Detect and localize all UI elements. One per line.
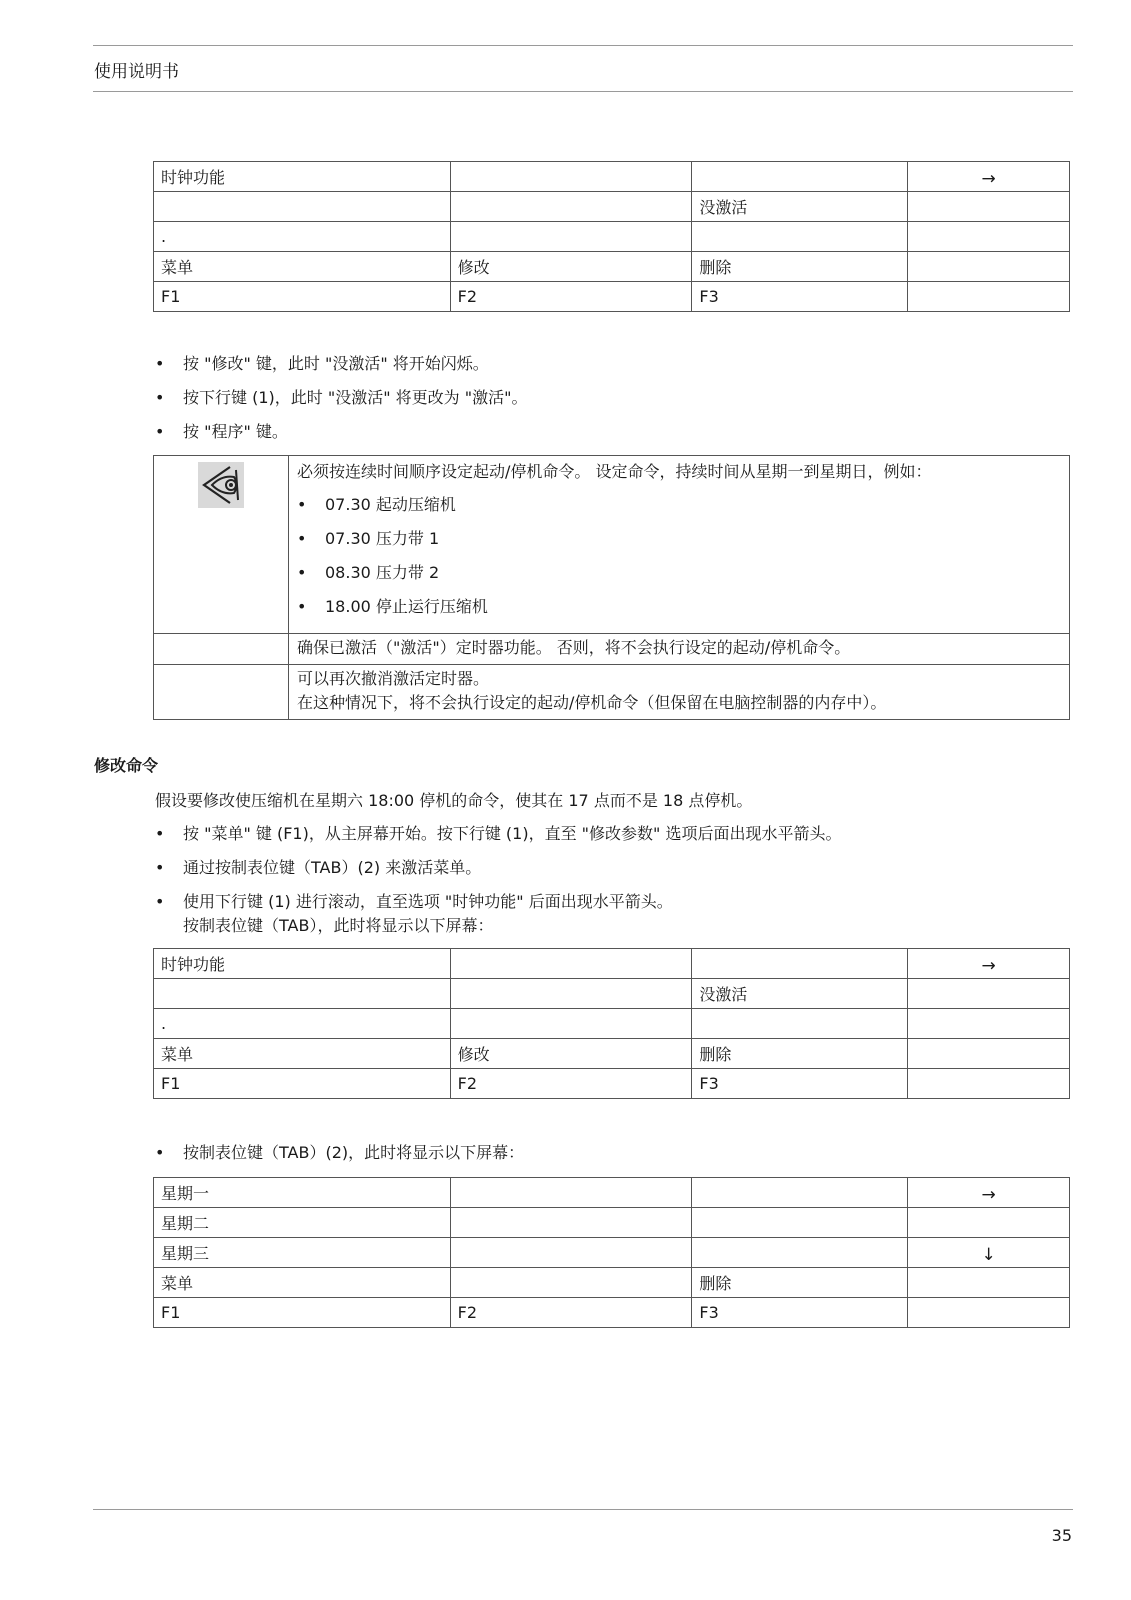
note-intro: 必须按连续时间顺序设定起动/停机命令。 设定命令，持续时间从星期一到星期日，例如： bbox=[297, 462, 932, 481]
section-heading: 修改命令 bbox=[94, 756, 159, 775]
display-screen-3 bbox=[153, 1177, 1070, 1328]
cell bbox=[908, 1268, 1070, 1298]
weekday-label: 星期三 bbox=[154, 1238, 451, 1268]
cell bbox=[692, 1009, 908, 1039]
list-item: • 18.00 停止运行压缩机 bbox=[297, 597, 488, 616]
table-row bbox=[154, 949, 1070, 979]
softkey-label: 删除 bbox=[692, 1268, 908, 1298]
function-key: F2 bbox=[450, 1069, 692, 1099]
cell bbox=[692, 949, 908, 979]
note-row-3 bbox=[289, 665, 1070, 720]
softkey-label: 修改 bbox=[450, 1039, 692, 1069]
manual-title: 使用说明书 bbox=[94, 62, 179, 82]
list-item: • 按下行键 (1)，此时 "没激活" 将更改为 "激活"。 bbox=[155, 388, 528, 407]
weekday-label: 星期一 bbox=[154, 1178, 451, 1208]
display-screen-1 bbox=[153, 161, 1070, 312]
cell bbox=[908, 252, 1070, 282]
cell: . bbox=[154, 1009, 451, 1039]
cell bbox=[450, 979, 692, 1009]
function-key: F3 bbox=[692, 1298, 908, 1328]
cell: 时钟功能 bbox=[154, 162, 451, 192]
status-cell: 没激活 bbox=[692, 979, 908, 1009]
arrow-right-icon: → bbox=[908, 1178, 1070, 1208]
list-item: • 使用下行键 (1) 进行滚动，直至选项 "时钟功能" 后面出现水平箭头。 按制表位键（TAB），此时将显示以下屏幕： bbox=[153, 890, 842, 938]
note-main-text bbox=[289, 456, 1070, 634]
list-item: • 08.30 压力带 2 bbox=[297, 563, 440, 582]
arrow-right-icon: → bbox=[908, 949, 1070, 979]
function-key: F3 bbox=[692, 282, 908, 312]
function-key: F1 bbox=[154, 1069, 451, 1099]
note-icon-cell bbox=[154, 456, 289, 634]
table-row bbox=[154, 1298, 1070, 1328]
display-screen-2 bbox=[153, 948, 1070, 1099]
cell bbox=[450, 192, 692, 222]
top-divider bbox=[93, 45, 1073, 46]
table-row bbox=[154, 1069, 1070, 1099]
list-item-continuation: 按制表位键（TAB），此时将显示以下屏幕： bbox=[183, 916, 494, 935]
table-row bbox=[154, 1178, 1070, 1208]
table-row bbox=[154, 1039, 1070, 1069]
list-item: • 通过按制表位键（TAB）(2) 来激活菜单。 bbox=[155, 858, 482, 877]
cell bbox=[908, 979, 1070, 1009]
cell bbox=[450, 1208, 692, 1238]
footer-divider bbox=[93, 1509, 1073, 1510]
table-row bbox=[154, 979, 1070, 1009]
function-key: F2 bbox=[450, 282, 692, 312]
cell bbox=[450, 222, 692, 252]
table-row bbox=[154, 252, 1070, 282]
example-list bbox=[297, 488, 1061, 624]
list-item: • 按 "程序" 键。 bbox=[155, 422, 288, 441]
table-row bbox=[154, 1208, 1070, 1238]
table-row bbox=[154, 456, 1070, 634]
cell: . bbox=[154, 222, 451, 252]
cell bbox=[692, 222, 908, 252]
softkey-label: 菜单 bbox=[154, 252, 451, 282]
list-item: • 按 "修改" 键，此时 "没激活" 将开始闪烁。 bbox=[155, 354, 489, 373]
softkey-label: 菜单 bbox=[154, 1039, 451, 1069]
softkey-label: 删除 bbox=[692, 1039, 908, 1069]
table-row bbox=[154, 222, 1070, 252]
arrow-right-icon: → bbox=[908, 162, 1070, 192]
note-row-2: 确保已激活（"激活"）定时器功能。 否则，将不会执行设定的起动/停机命令。 bbox=[289, 634, 1070, 665]
function-key: F1 bbox=[154, 1298, 451, 1328]
instruction-list-1 bbox=[153, 352, 527, 444]
empty-cell bbox=[154, 665, 289, 720]
cell bbox=[692, 1208, 908, 1238]
table-row bbox=[154, 192, 1070, 222]
note-row-3-line-2: 在这种情况下，将不会执行设定的起动/停机命令（但保留在电脑控制器的内存中）。 bbox=[297, 693, 887, 712]
softkey-label: 删除 bbox=[692, 252, 908, 282]
function-key: F3 bbox=[692, 1069, 908, 1099]
cell bbox=[908, 222, 1070, 252]
cell bbox=[450, 1009, 692, 1039]
cell bbox=[450, 949, 692, 979]
eye-warning-icon bbox=[198, 462, 244, 508]
instruction-list-3 bbox=[153, 1141, 524, 1165]
cell bbox=[908, 1039, 1070, 1069]
table-row bbox=[154, 1009, 1070, 1039]
note-row-3-line-1: 可以再次撤消激活定时器。 bbox=[297, 669, 490, 688]
cell: 时钟功能 bbox=[154, 949, 451, 979]
cell bbox=[692, 162, 908, 192]
table-row bbox=[154, 665, 1070, 720]
header-divider bbox=[93, 91, 1073, 92]
instruction-list-2 bbox=[153, 822, 842, 938]
note-box bbox=[153, 455, 1070, 720]
cell bbox=[908, 1009, 1070, 1039]
weekday-label: 星期二 bbox=[154, 1208, 451, 1238]
empty-cell bbox=[154, 634, 289, 665]
cell bbox=[692, 1238, 908, 1268]
table-row bbox=[154, 162, 1070, 192]
cell bbox=[908, 1298, 1070, 1328]
table-row bbox=[154, 282, 1070, 312]
list-item: • 按 "菜单" 键 (F1)，从主屏幕开始。按下行键 (1)，直至 "修改参数" 选项后面出现水平箭头。 bbox=[155, 824, 842, 843]
cell bbox=[908, 192, 1070, 222]
table-row bbox=[154, 1268, 1070, 1298]
softkey-label: 修改 bbox=[450, 252, 692, 282]
cell bbox=[908, 282, 1070, 312]
cell bbox=[450, 162, 692, 192]
arrow-down-icon: ↓ bbox=[908, 1238, 1070, 1268]
cell bbox=[154, 192, 451, 222]
list-item: • 07.30 起动压缩机 bbox=[297, 495, 456, 514]
cell bbox=[908, 1069, 1070, 1099]
table-row bbox=[154, 634, 1070, 665]
cell bbox=[154, 979, 451, 1009]
table-row bbox=[154, 1238, 1070, 1268]
function-key: F2 bbox=[450, 1298, 692, 1328]
cell bbox=[450, 1178, 692, 1208]
status-cell: 没激活 bbox=[692, 192, 908, 222]
softkey-label: 菜单 bbox=[154, 1268, 451, 1298]
section-intro: 假设要修改使压缩机在星期六 18:00 停机的命令，使其在 17 点而不是 18 点停机。 bbox=[155, 791, 753, 810]
function-key: F1 bbox=[154, 282, 451, 312]
cell bbox=[450, 1238, 692, 1268]
page-number: 35 bbox=[1051, 1526, 1072, 1545]
list-item: • 07.30 压力带 1 bbox=[297, 529, 440, 548]
softkey-label bbox=[450, 1268, 692, 1298]
cell bbox=[692, 1178, 908, 1208]
list-item: • 按制表位键（TAB）(2)，此时将显示以下屏幕： bbox=[155, 1143, 525, 1162]
cell bbox=[908, 1208, 1070, 1238]
